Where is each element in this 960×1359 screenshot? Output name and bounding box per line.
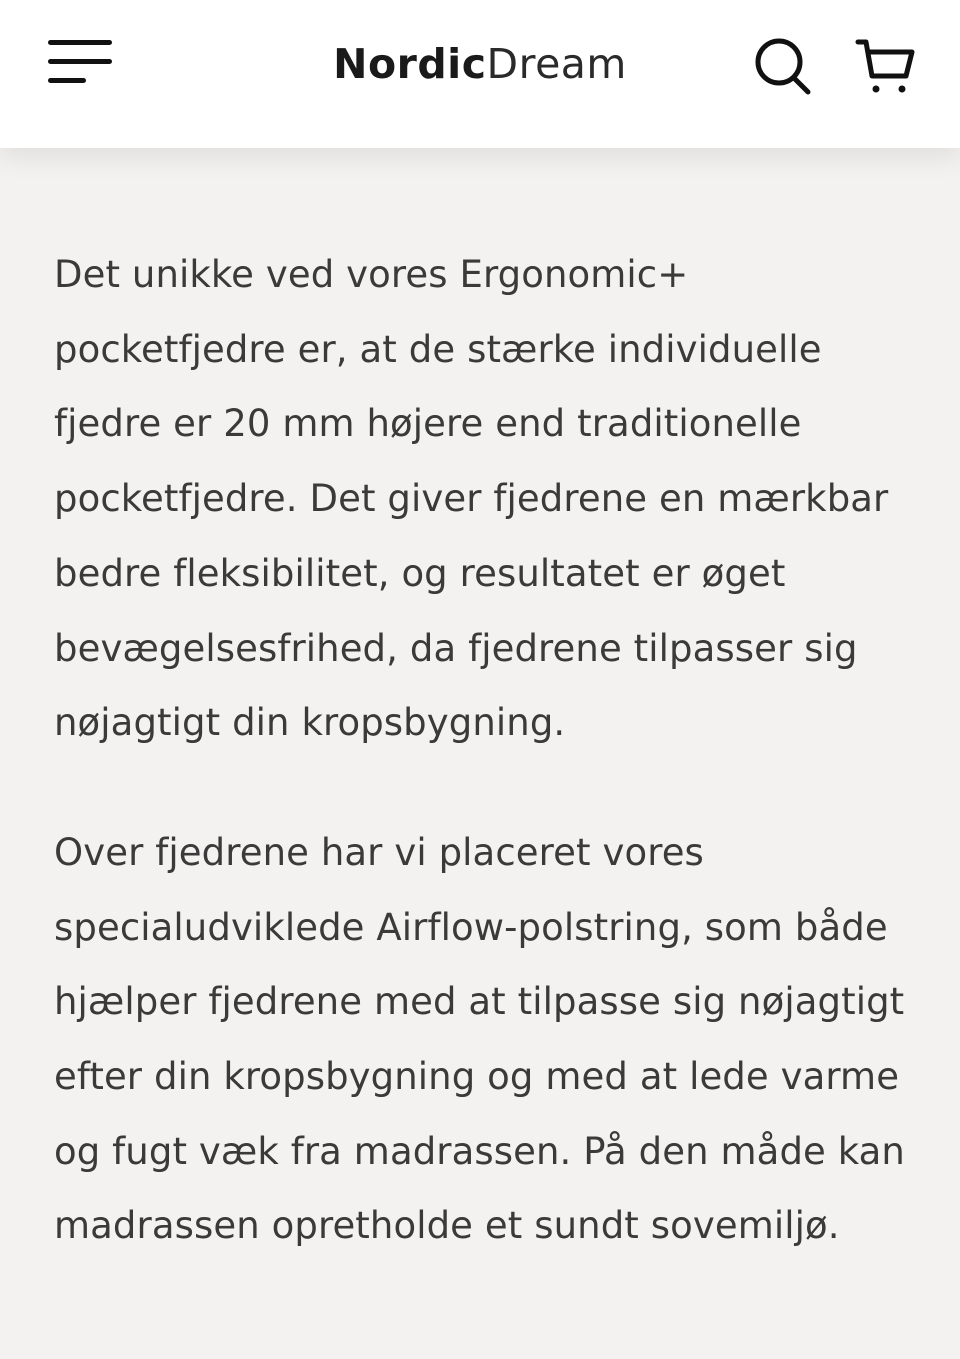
cart-icon [852,32,918,98]
description-paragraph: Det unikke ved vores Ergonomic+ pocketfjedre er, at de stærke individuelle fjedre er 20 mm højere end traditionelle pocketfjedre. Det giver fjedrene en mærkbar bedre fleksibilitet, og resultatet er øget bevægelsesfrihed, da fjedrene tilpasser sig nøjagtigt din kropsbygning. [54,253,889,745]
search-icon [750,32,816,98]
product-description [54,238,914,1264]
site-header [0,0,960,148]
site-logo[interactable] [0,38,960,90]
search-button[interactable] [750,32,816,98]
cart-button[interactable] [852,32,918,98]
description-paragraph: Over fjedrene har vi placeret vores specialudviklede Airflow-polstring, som både hjælper fjedrene med at tilpasse sig nøjagtigt efter din kropsbygning og med at lede varme og fugt væk fra madrassen. På den måde kan madrassen opretholde et sundt sovemiljø. [54,830,905,1248]
logo-text-nordic: Nordic [333,40,487,88]
logo-text-dream: Dream [486,40,627,88]
